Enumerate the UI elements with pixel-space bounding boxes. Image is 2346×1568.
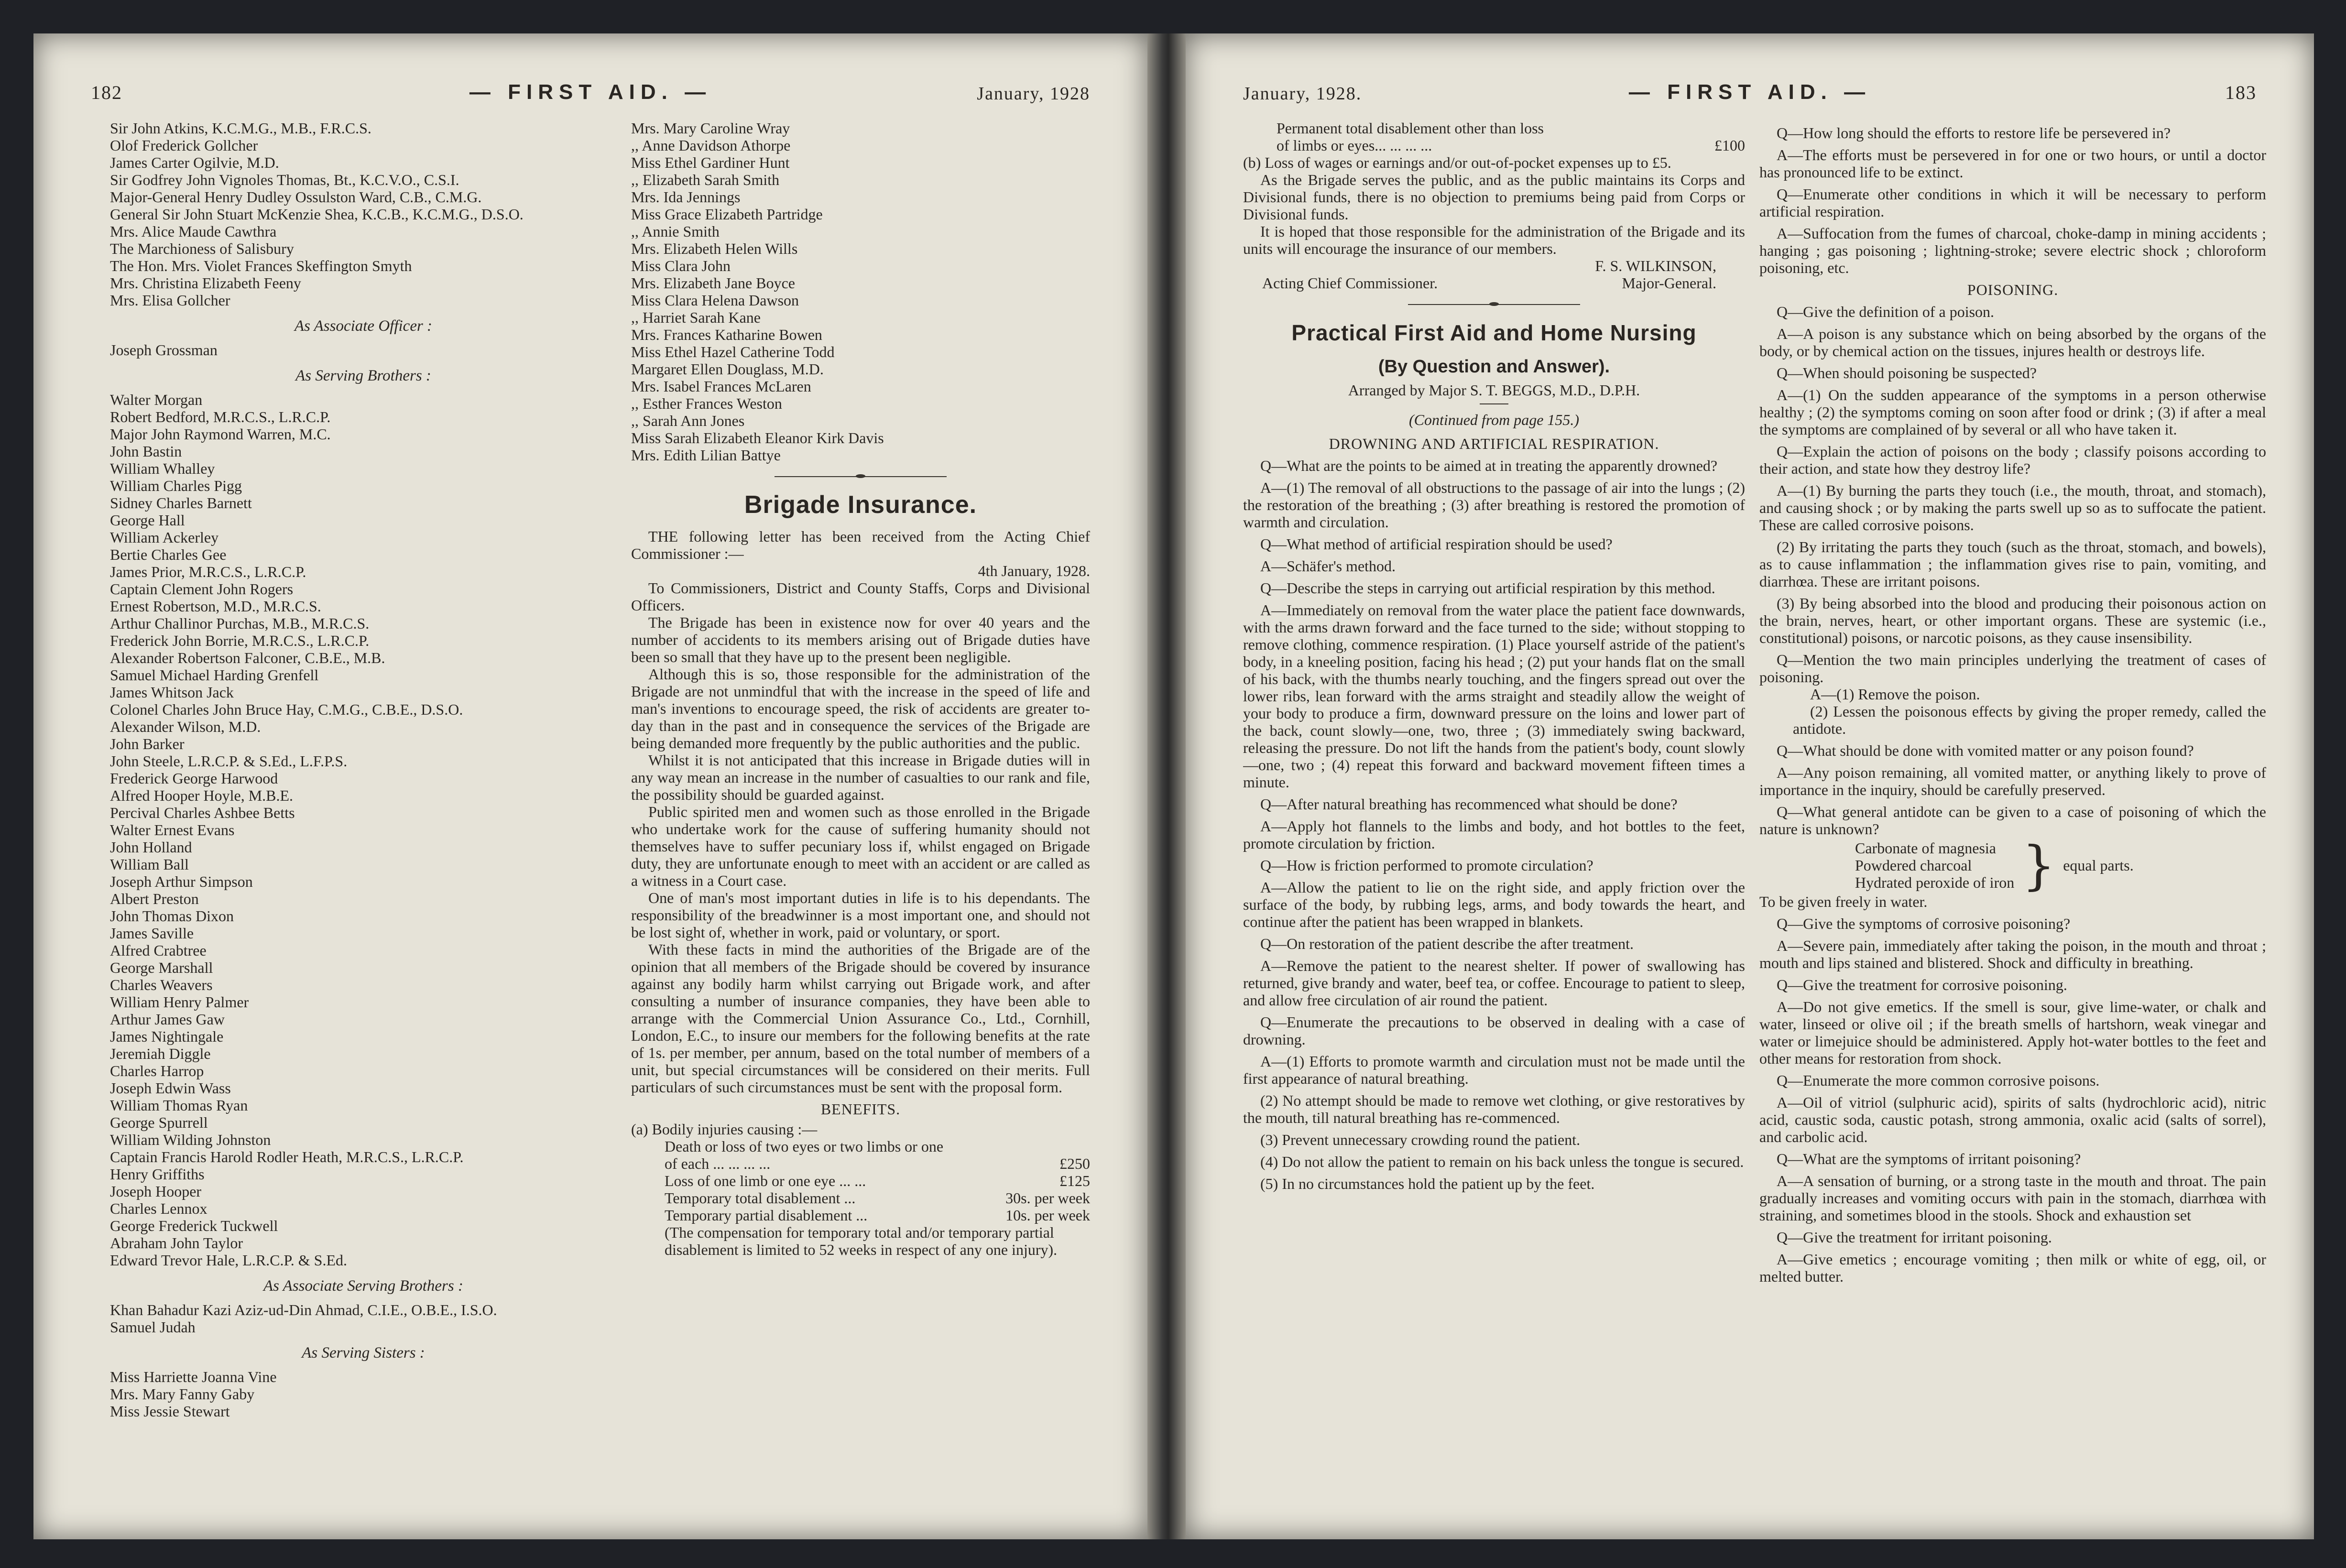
letter-closing <box>1243 171 1745 257</box>
benefit-b: (b) Loss of wages or earnings and/or out-of-pocket expenses up to £5. <box>1243 154 1671 171</box>
row-label: Temporary partial disablement ... <box>665 1207 868 1224</box>
list-item: Mrs. Isabel Frances McLaren <box>631 378 811 395</box>
page-number: 182 <box>91 82 122 103</box>
list-item: Alfred Crabtree <box>110 942 207 959</box>
list-item: Edward Trevor Hale, L.R.C.P. & S.Ed. <box>110 1252 347 1269</box>
list-item: John Thomas Dixon <box>110 907 234 925</box>
paragraph: It is hoped that those responsible for the administration of the Brigade and its units will encourage the insurance of our members. <box>1243 223 1745 257</box>
list-item: John Holland <box>110 838 192 856</box>
row-amount: £125 <box>1059 1172 1090 1189</box>
list-item: Charles Harrop <box>110 1062 204 1079</box>
list-item: Alexander Robertson Falconer, C.B.E., M.B. <box>110 649 385 666</box>
list-item: Alfred Hooper Hoyle, M.B.E. <box>110 787 294 804</box>
brace: } <box>2022 835 2056 896</box>
section-heading-serving-sisters: As Serving Sisters : <box>302 1344 425 1361</box>
list-item: Mrs. Frances Katharine Bowen <box>631 326 822 343</box>
row-amount: 30s. per week <box>1005 1189 1090 1207</box>
list-item: Captain Francis Harold Rodler Heath, M.R.C.S., L.R.C.P. <box>110 1148 464 1165</box>
issue-date: January, 1928. <box>1243 84 1362 104</box>
list-item: William Charles Pigg <box>110 477 242 494</box>
right-column-2 <box>1759 120 2266 1515</box>
list-item: Joseph Grossman <box>110 341 218 359</box>
right-column-1 <box>1243 120 1745 1515</box>
right-page-header <box>1243 72 2257 115</box>
section-heading-drowning: DROWNING AND ARTIFICIAL RESPIRATION. <box>1329 435 1659 452</box>
qa-item: A—(1) On the sudden appearance of the symptoms in a person otherwise healthy ; (2) the symptoms coming on soon after food or drink ; (3) if after a meal the symptoms are complained of by several or all who have taken it. <box>1759 386 2266 438</box>
list-item: The Marchioness of Salisbury <box>110 240 294 257</box>
list-item: Olof Frederick Gollcher <box>110 137 258 154</box>
list-item: John Steele, L.R.C.P. & S.Ed., L.F.P.S. <box>110 752 348 770</box>
row-label: Loss of one limb or one eye ... ... <box>665 1172 866 1189</box>
left-page <box>33 33 1147 1539</box>
list-item: Sir Godfrey John Vignoles Thomas, Bt., K.C.V.O., C.S.I. <box>110 171 459 188</box>
qa-item: A—(1) The removal of all obstructions to the passage of air into the lungs ; (2) the restoration of the breathing ; (3) after breathing is restored the promotion of warmth and circulation. <box>1243 479 1745 531</box>
list-item: George Hall <box>110 512 185 529</box>
list-item: Joseph Edwin Wass <box>110 1079 231 1097</box>
section-divider <box>775 476 947 477</box>
qa-item: A—Any poison remaining, all vomited matter, or anything likely to prove of importance in the inquiry, should be carefully preserved. <box>1759 764 2266 798</box>
qa-item: Q—Give the definition of a poison. <box>1777 303 1995 320</box>
issue-date: January, 1928 <box>977 84 1090 104</box>
qa-item: (3) Prevent unnecessary crowding round the patient. <box>1260 1131 1581 1148</box>
qa-item: Q—Give the symptoms of corrosive poisoning? <box>1777 915 2071 932</box>
row-amount: £250 <box>1059 1155 1090 1172</box>
qa-item: Q—What method of artificial respiration should be used? <box>1260 535 1613 553</box>
list-item: Powdered charcoal <box>1855 857 1972 874</box>
list-item: William Henry Palmer <box>110 993 249 1011</box>
list-item: The Hon. Mrs. Violet Frances Skeffington Smyth <box>110 257 412 274</box>
list-item: James Prior, M.R.C.S., L.R.C.P. <box>110 563 306 580</box>
list-item: Sir John Atkins, K.C.M.G., M.B., F.R.C.S. <box>110 120 371 137</box>
principles-list <box>1759 686 2266 737</box>
list-item: Miss Ethel Gardiner Hunt <box>631 154 790 171</box>
list-item: Margaret Ellen Douglass, M.D. <box>631 360 824 378</box>
list-item: James Saville <box>110 925 194 942</box>
names-list-associate-serving-brothers <box>110 1301 617 1336</box>
list-item: Mrs. Ida Jennings <box>631 188 741 206</box>
list-item: Arthur James Gaw <box>110 1011 225 1028</box>
signature-title-right: Major-General. <box>1622 274 1716 292</box>
section-divider <box>1408 304 1580 305</box>
list-item: General Sir John Stuart McKenzie Shea, K.C.B., K.C.M.G., D.S.O. <box>110 206 524 223</box>
letter-intro: THE following letter has been received from the Acting Chief Commissioner :— <box>631 528 1090 562</box>
list-item: Samuel Michael Harding Grenfell <box>110 666 319 684</box>
list-item: Mrs. Elizabeth Jane Boyce <box>631 274 795 292</box>
list-item: Mrs. Mary Caroline Wray <box>631 120 790 137</box>
right-page <box>1186 33 2314 1539</box>
list-item: Mrs. Mary Fanny Gaby <box>110 1385 255 1403</box>
qa-item: A—Schäfer's method. <box>1260 557 1396 575</box>
qa-item: Q—Enumerate other conditions in which it will be necessary to perform artificial respiration. <box>1759 185 2266 220</box>
list-item: William Whalley <box>110 460 215 477</box>
list-item: ,, Annie Smith <box>631 223 720 240</box>
list-item: (2) Lessen the poisonous effects by giving the proper remedy, called the antidote. <box>1793 703 2266 737</box>
signature-title-left: Acting Chief Commissioner. <box>1262 274 1438 292</box>
names-list-associate-officer <box>110 341 617 359</box>
qa-item: A—A sensation of burning, or a strong taste in the mouth and throat. The pain gradually increases and vomiting occurs with pain in the stomach, diarrhœa with straining, and sometimes blood in the stools. Shock and exhaustion set <box>1759 1172 2266 1224</box>
list-item: Mrs. Elizabeth Helen Wills <box>631 240 798 257</box>
qa-item: A—Do not give emetics. If the smell is sour, give lime-water, or chalk and water, linseed or olive oil ; if the breath smells of hartshorn, weak vinegar and water or limejuice should be administered. Apply hot-water bottles to the feet and other means for restoration from shock. <box>1759 998 2266 1067</box>
letter-date: 4th January, 1928. <box>978 562 1090 579</box>
benefit-a: (a) Bodily injuries causing :— <box>631 1121 818 1138</box>
qa-item: A—(1) Efforts to promote warmth and circulation must not be made until the first appearance of natural breathing. <box>1243 1053 1745 1087</box>
qa-item: A—Oil of vitriol (sulphuric acid), spirits of salts (hydrochloric acid), nitric acid, caustic soda, caustic potash, strong ammonia, oxalic acid (salts of sorrel), and carbolic acid. <box>1759 1094 2266 1145</box>
list-item: William Ball <box>110 856 189 873</box>
table-row <box>665 1189 1090 1207</box>
list-item: Miss Jessie Stewart <box>110 1403 230 1420</box>
benefits-heading: BENEFITS. <box>820 1100 901 1118</box>
list-item: ,, Sarah Ann Jones <box>631 412 745 429</box>
qa-item: (2) No attempt should be made to remove wet clothing, or give restoratives by the mouth, till natural breathing has re-commenced. <box>1243 1092 1745 1126</box>
qa-poisoning-1 <box>1759 303 2266 686</box>
signature-titles <box>1243 274 1745 292</box>
qa-drowning <box>1243 457 1745 1192</box>
list-item: Ernest Robertson, M.D., M.R.C.S. <box>110 598 321 615</box>
qa-item: Q—Enumerate the precautions to be observed in dealing with a case of drowning. <box>1243 1013 1745 1048</box>
list-item: William Wilding Johnston <box>110 1131 271 1148</box>
qa-item: Q—How long should the efforts to restore life be persevered in? <box>1777 124 2171 142</box>
letter-salutation: To Commissioners, District and County Staffs, Corps and Divisional Officers. <box>631 579 1090 614</box>
benefit-note: (The compensation for temporary total and/or temporary partial disablement is limited to 52 weeks in respect of any one injury). <box>665 1224 1058 1258</box>
list-item: Jeremiah Diggle <box>110 1045 211 1062</box>
row-label: Permanent total disablement other than loss <box>1277 120 1544 137</box>
list-item: William Ackerley <box>110 529 219 546</box>
row-label: Temporary total disablement ... <box>665 1189 856 1207</box>
article-byline: Arranged by Major S. T. BEGGS, M.D., D.P.H. <box>1348 381 1640 399</box>
qa-item: A—(1) By burning the parts they touch (i.e., the mouth, throat, and stomach), and causing shock ; or by making the parts swell up so as to suffocate the patient. These are called corrosive poisons. <box>1759 482 2266 534</box>
qa-poisoning-3 <box>1759 915 2266 1285</box>
list-item: ,, Esther Frances Weston <box>631 395 782 412</box>
table-row <box>665 1138 1090 1155</box>
list-item: Frederick George Harwood <box>110 770 278 787</box>
benefits-table-continued <box>1243 120 1745 154</box>
qa-item: (4) Do not allow the patient to remain on his back unless the tongue is secured. <box>1260 1153 1744 1170</box>
qa-item: Q—Give the treatment for corrosive poisoning. <box>1777 976 2067 993</box>
qa-item: Q—What are the symptoms of irritant poisoning? <box>1777 1150 2081 1167</box>
list-item: Miss Clara Helena Dawson <box>631 292 799 309</box>
list-item: Captain Clement John Rogers <box>110 580 294 598</box>
list-item: Major John Raymond Warren, M.C. <box>110 425 331 443</box>
qa-item: A—Severe pain, immediately after taking the poison, in the mouth and throat ; mouth and lips stained and blistered. Shock and difficulty in breathing. <box>1759 937 2266 971</box>
list-item: ,, Elizabeth Sarah Smith <box>631 171 780 188</box>
list-item: Charles Lennox <box>110 1200 207 1217</box>
qa-respiration <box>1759 124 2266 276</box>
signature-name: F. S. WILKINSON, <box>1595 257 1716 274</box>
qa-item: A—Suffocation from the fumes of charcoal, choke-damp in mining accidents ; hanging ; gas poisoning ; lightning-stroke; severe electric shock ; chloroform poisoning, etc. <box>1759 225 2266 276</box>
qa-item: Q—Describe the steps in carrying out artificial respiration by this method. <box>1260 579 1715 597</box>
list-item: George Frederick Tuckwell <box>110 1217 278 1234</box>
antidote-label: equal parts. <box>2063 857 2134 874</box>
qa-item: Q—When should poisoning be suspected? <box>1777 364 2037 381</box>
qa-item: A—A poison is any substance which on being absorbed by the organs of the body, or by chemical action on the tissues, injures health or destroys life. <box>1759 325 2266 359</box>
row-amount: 10s. per week <box>1005 1207 1090 1224</box>
row-amount: £100 <box>1714 137 1745 154</box>
antidote-after: To be given freely in water. <box>1759 893 1928 910</box>
list-item: John Barker <box>110 735 185 752</box>
row-label: of limbs or eyes... ... ... ... <box>1277 137 1432 154</box>
list-item: James Carter Ogilvie, M.D. <box>110 154 279 171</box>
list-item: Hydrated peroxide of iron <box>1855 874 2015 891</box>
qa-item: Q—What are the points to be aimed at in treating the apparently drowned? <box>1260 457 1718 474</box>
names-list-serving-sisters <box>110 1368 617 1420</box>
list-item: Mrs. Alice Maude Cawthra <box>110 223 277 240</box>
qa-item: Q—Enumerate the more common corrosive poisons. <box>1777 1072 2100 1089</box>
qa-item: Q—After natural breathing has recommenced what should be done? <box>1260 795 1678 813</box>
article-subtitle: (By Question and Answer). <box>1378 357 1610 377</box>
list-item: Mrs. Christina Elizabeth Feeny <box>110 274 301 292</box>
qa-item: A—Give emetics ; encourage vomiting ; then milk or white of egg, oil, or melted butter. <box>1759 1251 2266 1285</box>
row-label: Death or loss of two eyes or two limbs or one <box>665 1138 944 1155</box>
list-item: Miss Clara John <box>631 257 731 274</box>
list-item: John Bastin <box>110 443 182 460</box>
list-item: Charles Weavers <box>110 976 213 993</box>
qa-item: A—Remove the patient to the nearest shelter. If power of swallowing has returned, give brandy and water, beef tea, or coffee. Encourage to patient to sleep, and allow free circulation of air round the patient. <box>1243 957 1745 1009</box>
short-rule <box>1480 403 1508 404</box>
letter-body <box>631 614 1090 1096</box>
qa-item: A—Immediately on removal from the water place the patient face downwards, with the arms drawn forward and the face turned to the side; without stopping to remove clothing, commence respiration. (1) Place yourself astride of the patient's body, in a kneeling position, facing his head ; (2) put your hands flat on the small of his back, with the thumbs nearly touching, and the fingers spread out over the lower ribs, lean forward with the arms straight and steadily allow the weight of your body to produce a firm, downward pressure on the loins and lower part of the back, count slowly—one, two, three ; (3) immediately swing backward, releasing the pressure. Do not lift the hands from the patient's body, count slowly—one, two ; (4) repeat this forward and backward movement fifteen times a minute. <box>1243 601 1745 791</box>
row-label: of each ... ... ... ... <box>665 1155 771 1172</box>
list-item: Khan Bahadur Kazi Aziz-ud-Din Ahmad, C.I.E., O.B.E., I.S.O. <box>110 1301 497 1318</box>
list-item: Sidney Charles Barnett <box>110 494 252 512</box>
table-row <box>665 1155 1090 1172</box>
qa-item: A—Apply hot flannels to the limbs and body, and hot bottles to the feet, promote circulation by friction. <box>1243 817 1745 852</box>
list-item: Major-General Henry Dudley Ossulston Ward, C.B., C.M.G. <box>110 188 482 206</box>
paragraph: The Brigade has been in existence now for over 40 years and the number of accidents to its members arising out of Brigade duties have been so small that they have up to the present been negligible. <box>631 614 1090 665</box>
qa-item: Q—Give the treatment for irritant poisoning. <box>1777 1229 2052 1246</box>
paragraph: Public spirited men and women such as those enrolled in the Brigade who undertake work for the cause of suffering humanity should not themselves have to suffer pecuniary loss if, whilst engaged on Brigade duty, they are unfortunate enough to meet with an accident or are called as a witness in a Court case. <box>631 803 1090 889</box>
continued-note: (Continued from page 155.) <box>1408 411 1580 428</box>
list-item: Mrs. Edith Lilian Battye <box>631 446 781 464</box>
list-item: Alexander Wilson, M.D. <box>110 718 261 735</box>
left-column-1 <box>110 120 617 1515</box>
qa-item: Q—Explain the action of poisons on the body ; classify poisons according to their action, and state how they destroy life? <box>1759 443 2266 477</box>
qa-item: Q—What should be done with vomited matter or any poison found? <box>1777 742 2194 759</box>
qa-item: A—The efforts must be persevered in for one or two hours, or until a doctor has pronounced life to be extinct. <box>1759 146 2266 181</box>
names-list-serving-brothers <box>110 391 617 1269</box>
section-heading-associate-serving-brothers: As Associate Serving Brothers : <box>263 1277 463 1295</box>
list-item: Joseph Arthur Simpson <box>110 873 253 890</box>
qa-item: (2) By irritating the parts they touch (such as the throat, stomach, and bowels), as to cause inflammation ; the inflammation gives rise to pain, vomiting, and diarrhœa. These are irritant poisons. <box>1759 538 2266 590</box>
list-item: Henry Griffiths <box>110 1165 205 1183</box>
list-item: Mrs. Elisa Gollcher <box>110 292 230 309</box>
qa-item: (3) By being absorbed into the blood and producing their poisonous action on the brain, nerves, heart, or other important organs. These are systemic (i.e., constitutional) poisons, or narcotic poisons, as they cause insensibility. <box>1759 595 2266 646</box>
masthead: — FIRST AID. — <box>1628 80 1871 104</box>
antidote-recipe <box>1759 835 2266 896</box>
list-item: Robert Bedford, M.R.C.S., L.R.C.P. <box>110 408 331 425</box>
section-heading-serving-brothers: As Serving Brothers : <box>295 367 431 384</box>
qa-item: A—Allow the patient to lie on the right side, and apply friction over the surface of the body, by rubbing legs, arms, and body towards the heart, and continue after the patient has been wrapped in blankets. <box>1243 879 1745 930</box>
list-item: ,, Harriet Sarah Kane <box>631 309 761 326</box>
list-item: George Spurrell <box>110 1114 208 1131</box>
list-item: Miss Ethel Hazel Catherine Todd <box>631 343 835 360</box>
article-title-first-aid: Practical First Aid and Home Nursing <box>1291 320 1697 345</box>
section-heading-associate-officer: As Associate Officer : <box>294 317 433 335</box>
table-row <box>1277 137 1745 154</box>
list-item: William Thomas Ryan <box>110 1097 248 1114</box>
qa-item: Q—On restoration of the patient describe the after treatment. <box>1260 935 1634 952</box>
antidote-ingredients <box>1855 839 2014 891</box>
list-item: James Whitson Jack <box>110 684 234 701</box>
list-item: Bertie Charles Gee <box>110 546 227 563</box>
list-item: ,, Anne Davidson Athorpe <box>631 137 791 154</box>
list-item: Frederick John Borrie, M.R.C.S., L.R.C.P. <box>110 632 370 649</box>
paragraph: Whilst it is not anticipated that this increase in Brigade duties will in any way mean an increase in the number of casualties to our rank and file, the possibility should be guarded against. <box>631 751 1090 803</box>
qa-item: Q—How is friction performed to promote circulation? <box>1260 857 1593 874</box>
page-number: 183 <box>2225 82 2257 103</box>
list-item: Walter Morgan <box>110 391 203 408</box>
book-gutter <box>1147 33 1186 1539</box>
masthead: — FIRST AID. — <box>469 80 712 104</box>
left-column-2 <box>631 120 1090 1515</box>
table-row <box>665 1172 1090 1189</box>
list-item: Samuel Judah <box>110 1318 196 1336</box>
list-item: Miss Grace Elizabeth Partridge <box>631 206 823 223</box>
benefits-table <box>631 1138 1090 1224</box>
list-item: George Marshall <box>110 959 213 976</box>
left-page-header <box>91 72 1090 115</box>
section-heading-poisoning: POISONING. <box>1967 281 2059 298</box>
table-row <box>665 1207 1090 1224</box>
list-item: Arthur Challinor Purchas, M.B., M.R.C.S. <box>110 615 370 632</box>
qa-item: Q—Mention the two main principles underlying the treatment of cases of poisoning. <box>1759 651 2266 686</box>
list-item: A—(1) Remove the poison. <box>1810 686 1980 703</box>
list-item: Miss Harriette Joanna Vine <box>110 1368 277 1385</box>
qa-item: (5) In no circumstances hold the patient up by the feet. <box>1260 1175 1595 1192</box>
list-item: Miss Sarah Elizabeth Eleanor Kirk Davis <box>631 429 884 446</box>
list-item: Percival Charles Ashbee Betts <box>110 804 295 821</box>
list-item: Colonel Charles John Bruce Hay, C.M.G., C.B.E., D.S.O. <box>110 701 463 718</box>
list-item: James Nightingale <box>110 1028 224 1045</box>
list-item: Carbonate of magnesia <box>1855 839 1996 857</box>
article-title-brigade-insurance: Brigade Insurance. <box>744 491 977 519</box>
paragraph: With these facts in mind the authorities of the Brigade are of the opinion that all members of the Brigade should be covered by insurance against any bodily harm whilst carrying out Brigade work, and after consulting a number of insurance companies, they have been able to arrange with the Commercial Union Assurance Co., Ltd., Cornhill, London, E.C., to insure our members for the following benefits at the rate of 1s. per member, per annum, based on the total number of members of a unit, but special circumstances will be considered on their merits. Full particulars of such circumstances must be sent with the proposal form. <box>631 941 1090 1096</box>
qa-item: Q—What general antidote can be given to a case of poisoning of which the nature is unknown? <box>1759 803 2266 838</box>
paragraph: As the Brigade serves the public, and as the public maintains its Corps and Divisional funds, there is no objection to premiums being paid from Corps or Divisional funds. <box>1243 171 1745 223</box>
paragraph: Although this is so, those responsible for the administration of the Brigade are not unmindful that with the increase in the speed of life and man's inventions to encourage speed, the risk of accidents are greater to-day than in the past and in consequence the services of the Brigade are being demanded more frequently by the public authorities and the public. <box>631 665 1090 751</box>
list-item: Abraham John Taylor <box>110 1234 243 1252</box>
names-list-top <box>110 120 617 309</box>
names-list-serving-sisters-continued <box>631 120 1090 464</box>
paragraph: One of man's most important duties in life is to his dependants. The responsibility of the breadwinner is a most important one, and should not be lost sight of, whether in work, paid or voluntary, or sport. <box>631 889 1090 941</box>
table-row <box>1277 120 1745 137</box>
list-item: Albert Preston <box>110 890 199 907</box>
list-item: Walter Ernest Evans <box>110 821 235 838</box>
list-item: Joseph Hooper <box>110 1183 202 1200</box>
qa-poisoning-2 <box>1759 742 2266 838</box>
